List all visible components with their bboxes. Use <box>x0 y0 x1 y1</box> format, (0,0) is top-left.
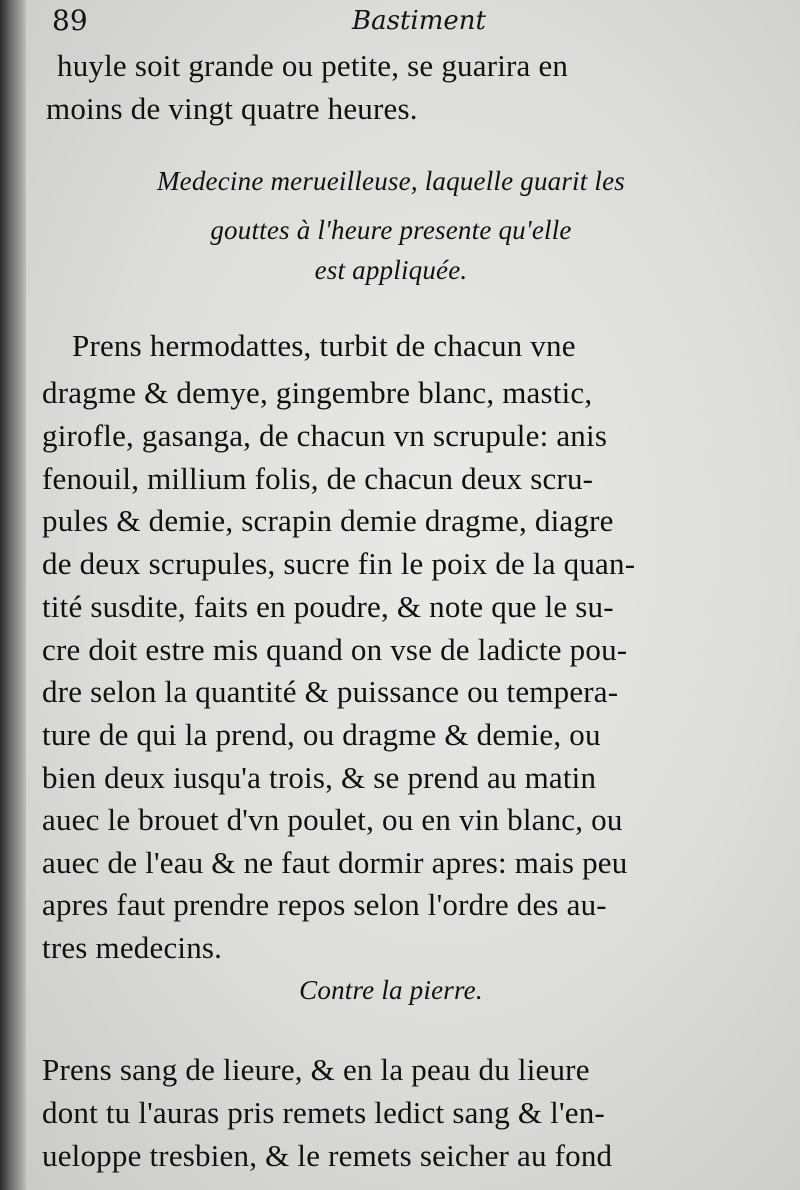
text-line: ture de qui la prend, ou dragme & demie, ou <box>42 717 601 752</box>
page-number: 89 <box>52 4 88 37</box>
text-line: Prens hermodattes, turbit de chacun vne <box>72 328 576 363</box>
text-line: apres faut prendre repos selon l'ordre des au- <box>42 887 607 922</box>
section-heading-line: Contre la pierre. <box>299 975 483 1005</box>
text-line: moins de vingt quatre heures. <box>46 91 418 126</box>
text-line: bien deux iusqu'a trois, & se prend au matin <box>42 760 597 795</box>
text-line: tres medecins. <box>42 930 223 965</box>
text-line: Prens sang de lieure, & en la peau du lieure <box>42 1052 590 1087</box>
text-line: fenouil, millium folis, de chacun deux scru- <box>42 461 594 496</box>
text-line: ueloppe tresbien, & le remets seicher au fond <box>42 1138 613 1173</box>
text-line: auec de l'eau & ne faut dormir apres: mais peu <box>42 845 628 880</box>
text-line: girofle, gasanga, de chacun vn scrupule: anis <box>42 418 608 453</box>
section-heading-line: gouttes à l'heure presente qu'elle <box>210 215 572 245</box>
text-line: dont tu l'auras pris remets ledict sang & l'en- <box>42 1095 605 1130</box>
text-line: huyle soit grande ou petite, se guarira en <box>57 48 569 83</box>
text-line: dragme & demye, gingembre blanc, mastic, <box>42 375 593 410</box>
section-heading-line: Medecine merueilleuse, laquelle guarit les <box>156 166 625 196</box>
text-line: tité susdite, faits en poudre, & note que le su- <box>42 589 614 624</box>
running-head: Bastiment <box>352 6 486 36</box>
text-line: dre selon la quantité & puissance ou tempera- <box>42 674 619 709</box>
text-line: cre doit estre mis quand on vse de ladicte pou- <box>42 632 628 667</box>
text-line: pules & demie, scrapin demie dragme, diagre <box>42 503 614 538</box>
text-line: auec le brouet d'vn poulet, ou en vin blanc, ou <box>42 802 623 837</box>
text-line: de deux scrupules, sucre fin le poix de la quan- <box>42 546 636 581</box>
section-heading-line: est appliquée. <box>314 255 468 285</box>
